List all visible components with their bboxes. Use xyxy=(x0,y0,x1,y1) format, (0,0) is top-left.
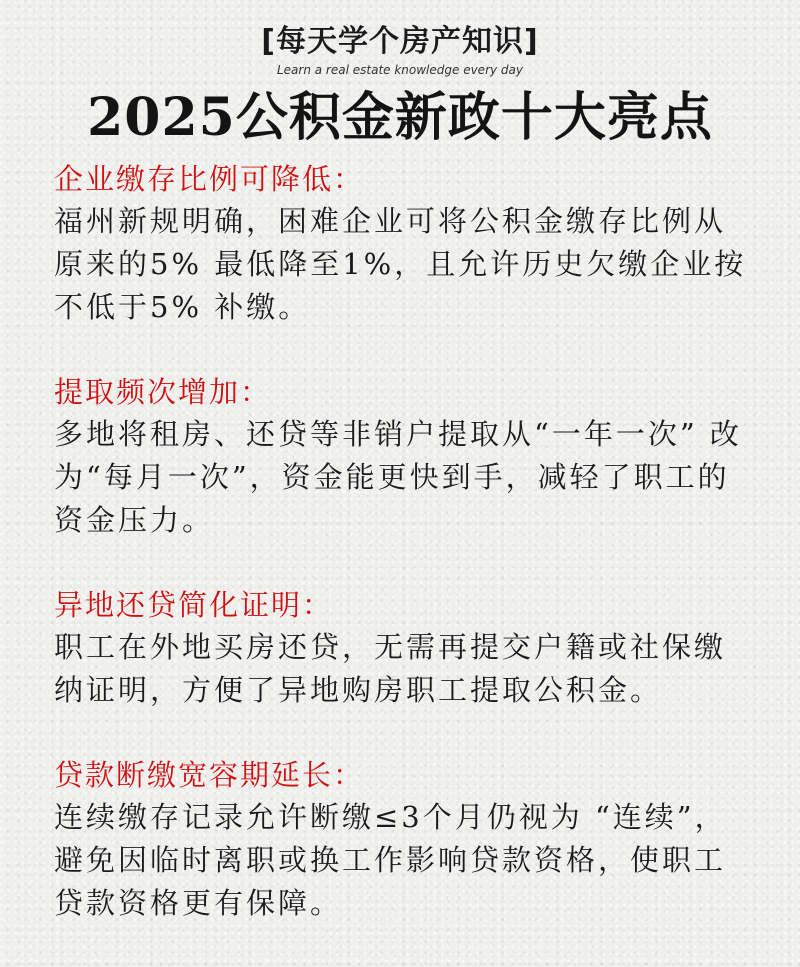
section-remote-repayment xyxy=(54,584,754,712)
section-text: 连续缴存记录允许断缴≤3个月仍视为 “连续”，避免因临时离职或换工作影响贷款资格，使职工贷款资格更有保障。 xyxy=(54,800,727,920)
page-header xyxy=(0,22,800,78)
section-text: 多地将租房、还贷等非销户提取从“一年一次” 改为“每月一次”，资金能更快到手，减轻了职工的资金压力。 xyxy=(54,417,742,537)
section-contribution-rate xyxy=(54,158,754,329)
section-heading: 异地还贷简化证明： xyxy=(54,588,334,622)
section-withdrawal-frequency xyxy=(54,371,754,542)
section-heading: 企业缴存比例可降低： xyxy=(54,162,365,196)
section-text: 职工在外地买房还贷，无需再提交户籍或社保缴纳证明，方便了异地购房职工提取公积金。 xyxy=(54,630,727,707)
section-grace-period xyxy=(54,754,754,925)
article-body xyxy=(54,158,754,967)
series-title: [每天学个房产知识] xyxy=(261,24,539,59)
series-subtitle: Learn a real estate knowledge every day xyxy=(276,63,523,77)
page-title: 2025公积金新政十大亮点 xyxy=(87,87,713,148)
section-heading: 贷款断缴宽容期延长： xyxy=(54,758,365,792)
section-heading: 提取频次增加： xyxy=(54,375,272,409)
section-text: 福州新规明确，困难企业可将公积金缴存比例从原来的5% 最低降至1%，且允许历史欠缴企业按不低于5% 补缴。 xyxy=(54,204,747,324)
